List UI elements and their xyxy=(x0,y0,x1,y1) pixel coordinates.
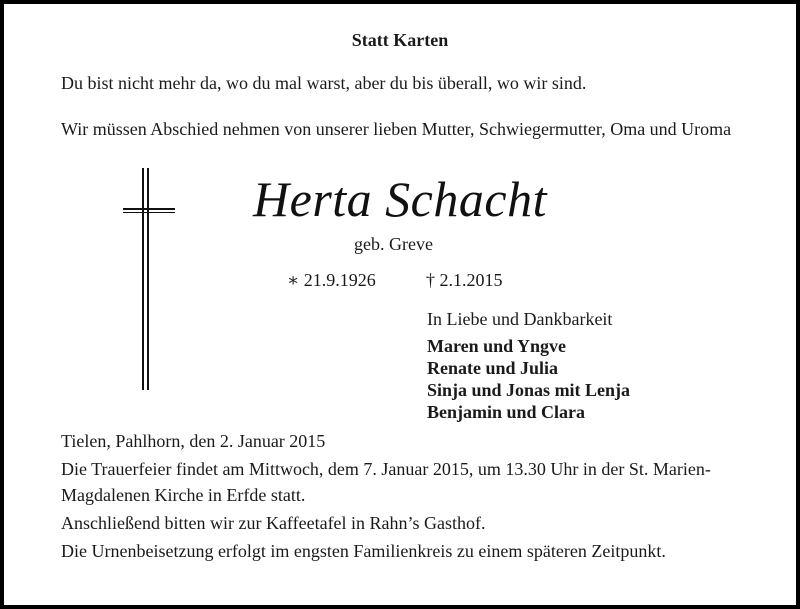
family-member: Benjamin und Clara xyxy=(427,402,586,422)
coffee-text: Anschließend bitten wir zur Kaffeetafel in Rahn’s Gasthof. xyxy=(61,513,486,533)
ceremony-text: Die Trauerfeier findet am Mittwoch, dem 7. Januar 2015, um 13.30 Uhr in der St. Marien-Magdalenen Kirche in Erfde statt. xyxy=(61,459,711,505)
family-list xyxy=(427,335,630,423)
family-member: Sinja und Jonas mit Lenja xyxy=(427,380,631,400)
intro-text: Wir müssen Abschied nehmen von unserer lieben Mutter, Schwiegermutter, Oma und Uroma xyxy=(61,119,732,139)
thanks-line: In Liebe und Dankbarkeit xyxy=(427,309,613,329)
obituary-notice xyxy=(4,4,796,605)
death-date: † 2.1.2015 xyxy=(426,270,503,290)
birth-date: ∗ 21.9.1926 xyxy=(287,270,376,290)
family-member: Renate und Julia xyxy=(427,358,559,378)
deceased-name: Herta Schacht xyxy=(253,171,547,227)
quote-text: Du bist nicht mehr da, wo du mal warst, aber du bis überall, wo wir sind. xyxy=(61,73,587,93)
family-member: Maren und Yngve xyxy=(427,336,567,356)
notice-heading: Statt Karten xyxy=(351,30,449,50)
place-date: Tielen, Pahlhorn, den 2. Januar 2015 xyxy=(61,431,326,451)
maiden-name: geb. Greve xyxy=(354,234,433,254)
burial-text: Die Urnenbeisetzung erfolgt im engsten Familienkreis zu einem späteren Zeitpunkt. xyxy=(61,541,666,561)
